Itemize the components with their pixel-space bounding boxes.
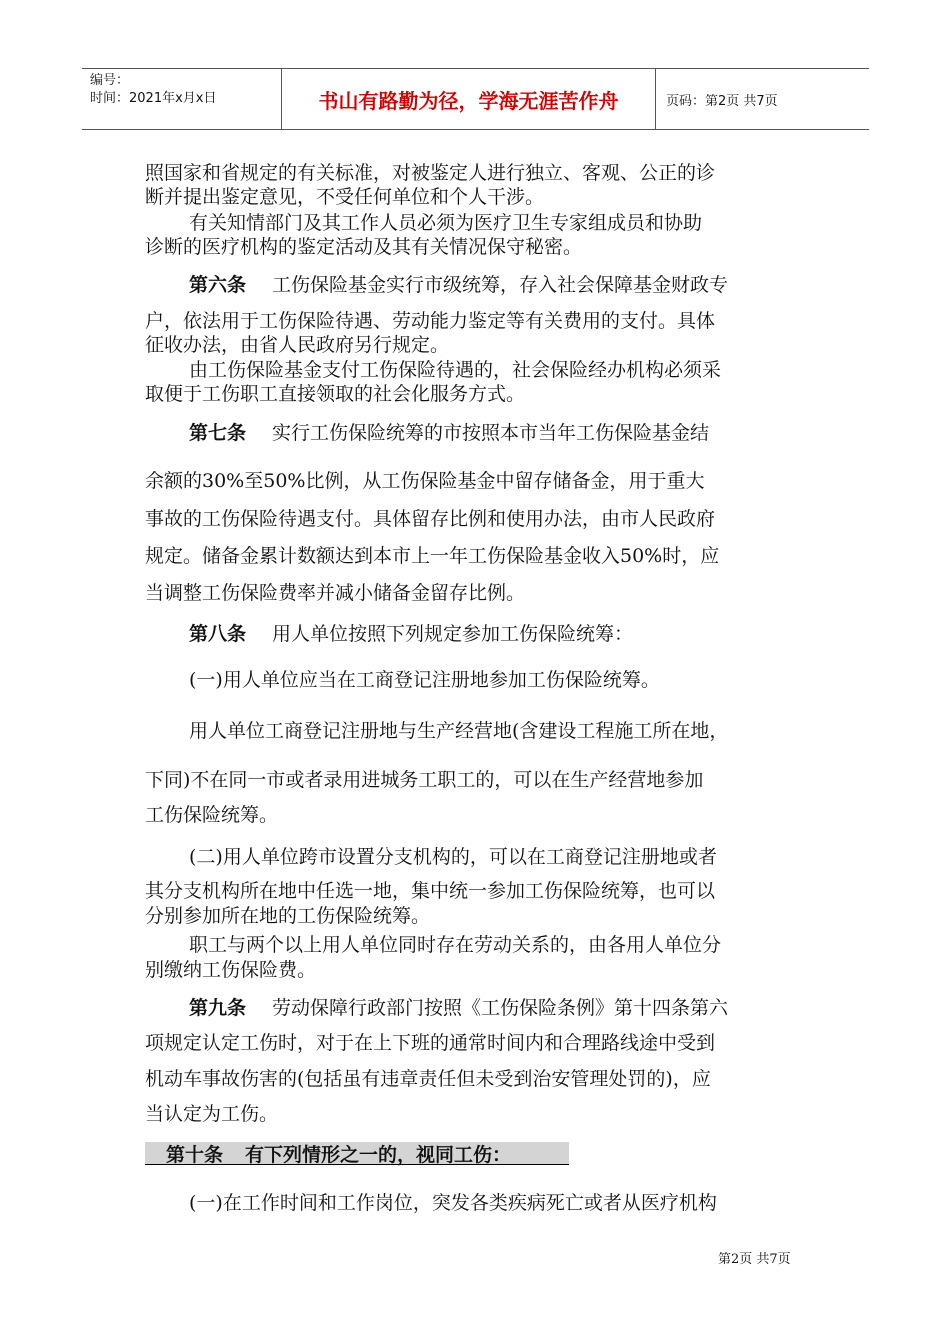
- text-span: 用人单位按照下列规定参加工伤保险统筹：: [272, 623, 634, 645]
- text-line: (一)在工作时间和工作岗位，突发各类疾病死亡或者从医疗机构: [189, 1192, 717, 1214]
- text-line: 有关知情部门及其工作人员必须为医疗卫生专家组成员和协助: [189, 212, 703, 234]
- text-line: 照国家和省规定的有关标准，对被鉴定人进行独立、客观、公正的诊: [145, 162, 716, 184]
- text-line: 项规定认定工伤时，对于在上下班的通常时间内和合理路线途中受到: [145, 1032, 716, 1054]
- article-9-line: [189, 993, 728, 1020]
- text-line: 当调整工伤保险费率并减小储备金留存比例。: [145, 582, 526, 604]
- text-line: 其分支机构所在地中任选一地，集中统一参加工伤保险统筹，也可以: [145, 880, 716, 902]
- text-line: 余额的30%至50%比例，从工伤保险基金中留存储备金，用于重大: [145, 470, 705, 492]
- text-line: 取便于工伤职工直接领取的社会化服务方式。: [145, 383, 526, 405]
- page-footer: 第2页 共7页: [718, 1252, 791, 1267]
- header-motto: 书山有路勤为径，学海无涯苦作舟: [282, 69, 656, 129]
- text-span: 有下列情形之一的，视同工伤：: [245, 1144, 512, 1166]
- text-line: 机动车事故伤害的(包括虽有违章责任但未受到治安管理处罚的)，应: [145, 1068, 711, 1090]
- text-line: 工伤保险统筹。: [145, 804, 279, 826]
- article-6-heading: 第六条: [189, 274, 247, 296]
- text-line: (一)用人单位应当在工商登记注册地参加工伤保险统筹。: [189, 669, 660, 691]
- text-line: (二)用人单位跨市设置分支机构的，可以在工商登记注册地或者: [189, 846, 717, 868]
- text-line: 规定。储备金累计数额达到本市上一年工伤保险基金收入50%时，应: [145, 545, 720, 567]
- article-8-heading: 第八条: [189, 623, 247, 645]
- text-line: 职工与两个以上用人单位同时存在劳动关系的，由各用人单位分: [189, 934, 722, 956]
- text-line: 事故的工伤保险待遇支付。具体留存比例和使用办法，由市人民政府: [145, 508, 716, 530]
- article-10-heading: 第十条: [166, 1144, 224, 1166]
- page-header: [82, 68, 869, 130]
- article-7-heading: 第七条: [189, 422, 247, 444]
- article-7-line: [189, 418, 709, 445]
- header-page-label: 页码：第2页 共7页: [666, 93, 778, 109]
- text-line: 下同)不在同一市或者录用进城务工职工的，可以在生产经营地参加: [145, 769, 704, 791]
- text-line: 诊断的医疗机构的鉴定活动及其有关情况保守秘密。: [145, 236, 583, 258]
- header-meta: [82, 69, 282, 129]
- text-line: 征收办法，由省人民政府另行规定。: [145, 334, 450, 356]
- text-line: 别缴纳工伤保险费。: [145, 959, 317, 981]
- article-9-heading: 第九条: [189, 997, 247, 1019]
- text-span: 工伤保险基金实行市级统筹，存入社会保障基金财政专: [272, 274, 729, 296]
- text-line: 用人单位工商登记注册地与生产经营地(含建设工程施工所在地，: [189, 720, 729, 742]
- text-line: 当认定为工伤。: [145, 1103, 279, 1125]
- text-line: 分别参加所在地的工伤保险统筹。: [145, 905, 431, 927]
- article-10-line: [166, 1140, 511, 1167]
- article-8-line: [189, 619, 633, 646]
- text-line: 由工伤保险基金支付工伤保险待遇的，社会保险经办机构必须采: [189, 359, 722, 381]
- article-6-line: [189, 270, 728, 297]
- text-line: 断并提出鉴定意见，不受任何单位和个人干涉。: [145, 186, 545, 208]
- time-label: 时间：2021年x月x日: [90, 91, 217, 106]
- text-span: 劳动保障行政部门按照《工伤保险条例》第十四条第六: [272, 997, 729, 1019]
- number-label: 编号：: [90, 73, 130, 88]
- text-line: 户，依法用于工伤保险待遇、劳动能力鉴定等有关费用的支付。具体: [145, 310, 716, 332]
- text-span: 实行工伤保险统筹的市按照本市当年工伤保险基金结: [272, 422, 710, 444]
